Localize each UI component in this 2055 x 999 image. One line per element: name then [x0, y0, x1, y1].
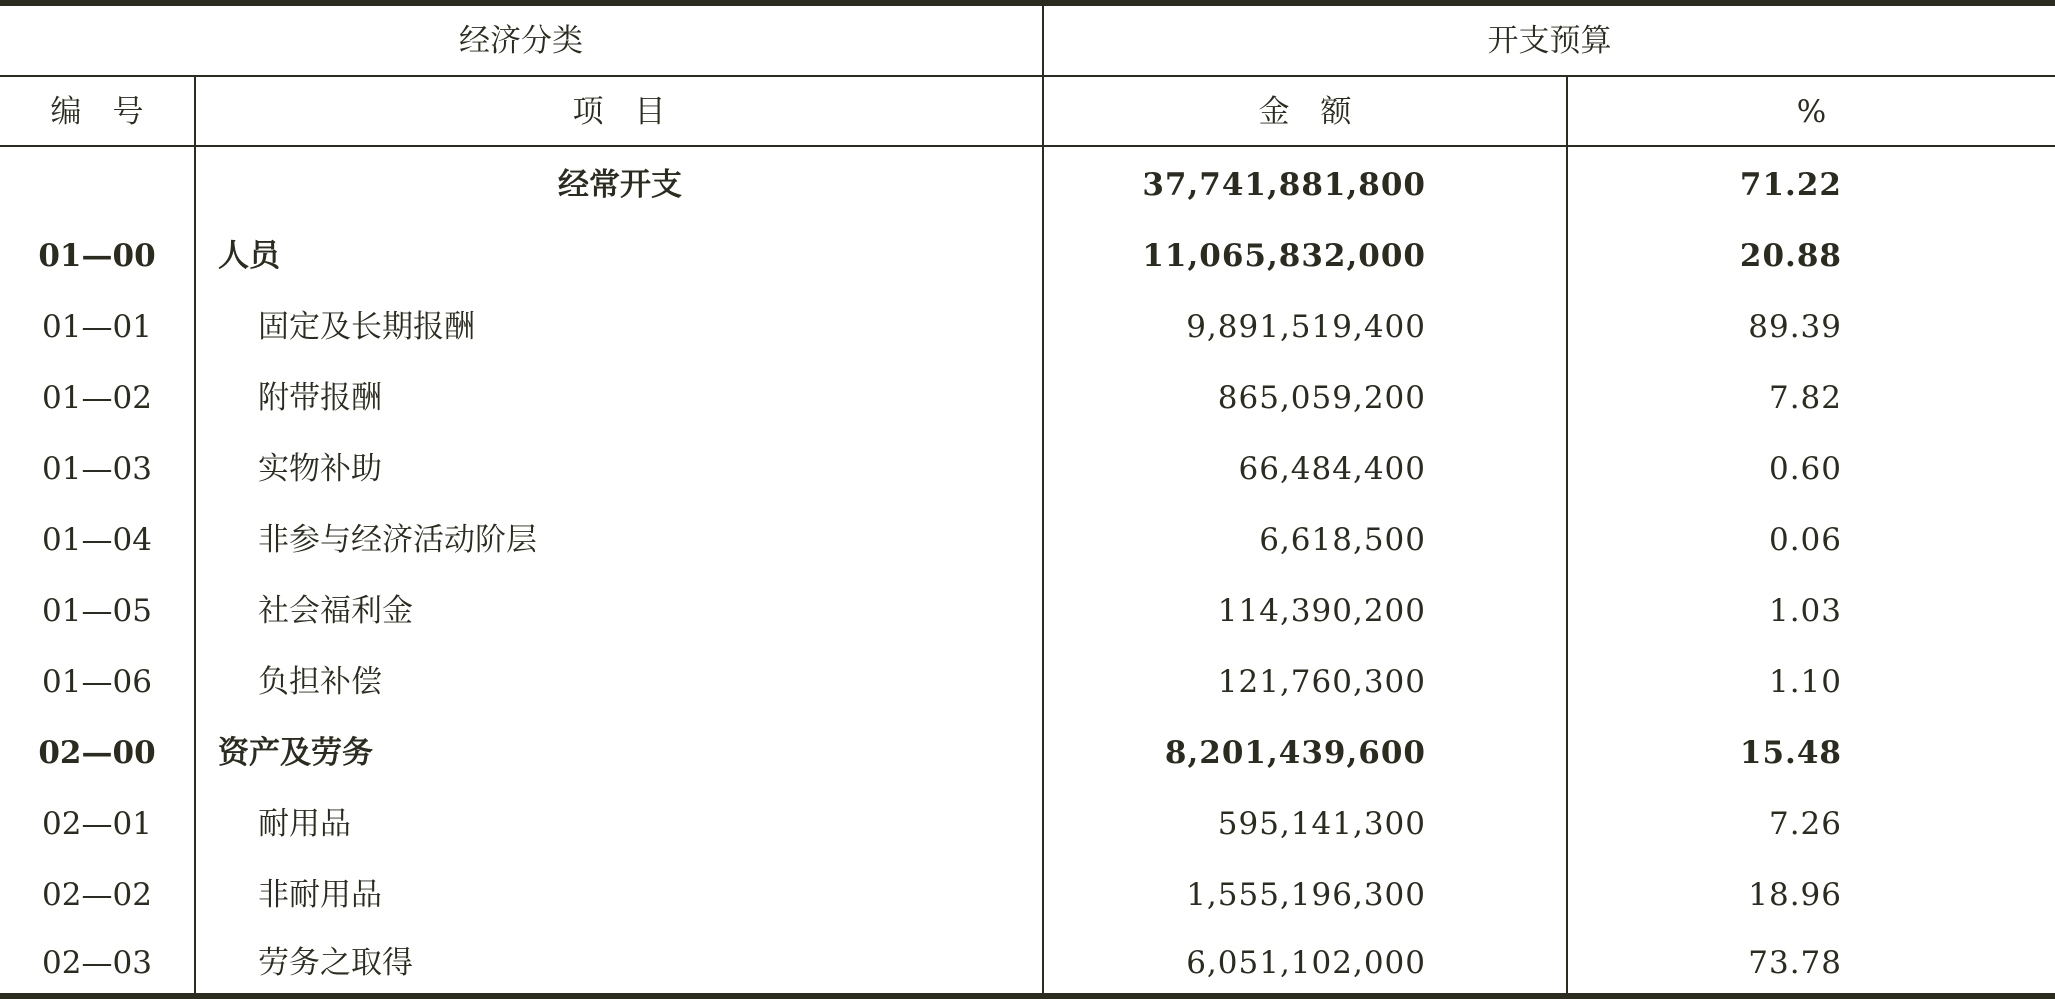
- row-percent: 7.26: [1768, 806, 1842, 842]
- row-percent: 7.82: [1768, 380, 1842, 416]
- row-amount: 6,051,102,000: [1186, 945, 1426, 981]
- row-amount: 6,618,500: [1259, 522, 1426, 558]
- row-amount: 66,484,400: [1238, 451, 1426, 487]
- header-percent: %: [1796, 94, 1827, 130]
- row-item: 社会福利金: [258, 593, 413, 629]
- row-code: 01—00: [38, 238, 156, 274]
- row-percent: 71.22: [1739, 167, 1842, 203]
- row-code: [0, 150, 194, 221]
- row-item: 经常开支: [558, 167, 682, 203]
- header-item: 项 目: [572, 94, 666, 130]
- row-percent: 1.03: [1768, 593, 1842, 629]
- table-row: [0, 647, 2055, 718]
- row-item: 资产及劳务: [218, 735, 373, 771]
- row-percent: 73.78: [1748, 945, 1842, 981]
- header-code: 编 号: [50, 94, 144, 130]
- row-amount: 9,891,519,400: [1186, 309, 1426, 345]
- row-code: 01—03: [42, 451, 152, 487]
- row-item: 非参与经济活动阶层: [258, 522, 537, 558]
- row-amount: 8,201,439,600: [1164, 735, 1426, 771]
- row-amount: 114,390,200: [1217, 593, 1426, 629]
- row-amount: 11,065,832,000: [1142, 238, 1426, 274]
- table-row: [0, 576, 2055, 647]
- header-expenditure-budget: 开支预算: [1487, 23, 1612, 59]
- row-item: 负担补偿: [258, 664, 382, 700]
- table-row: [0, 292, 2055, 363]
- row-percent: 18.96: [1748, 877, 1842, 913]
- row-percent: 15.48: [1739, 735, 1842, 771]
- table-row: [0, 860, 2055, 931]
- row-code: 01—02: [42, 380, 152, 416]
- table-row: [0, 363, 2055, 434]
- row-percent: 0.06: [1768, 522, 1842, 558]
- row-amount: 865,059,200: [1217, 380, 1426, 416]
- table-row: [0, 928, 2055, 999]
- row-percent: 1.10: [1768, 664, 1842, 700]
- row-item: 非耐用品: [258, 877, 382, 913]
- row-code: 01—06: [42, 664, 152, 700]
- row-item: 人员: [218, 238, 280, 274]
- row-code: 01—04: [42, 522, 152, 558]
- row-item: 附带报酬: [258, 380, 382, 416]
- header-economic-classification: 经济分类: [459, 23, 583, 59]
- row-code: 02—02: [42, 877, 152, 913]
- row-item: 劳务之取得: [258, 945, 413, 981]
- row-code: 02—00: [38, 735, 156, 771]
- table-row: [0, 718, 2055, 789]
- row-amount: 1,555,196,300: [1186, 877, 1426, 913]
- row-code: 01—01: [42, 309, 152, 345]
- table-row: [0, 150, 2055, 221]
- row-percent: 0.60: [1768, 451, 1842, 487]
- row-amount: 37,741,881,800: [1142, 167, 1426, 203]
- row-item: 固定及长期报酬: [258, 309, 475, 345]
- table-row: [0, 505, 2055, 576]
- table-row: [0, 221, 2055, 292]
- row-percent: 89.39: [1748, 309, 1842, 345]
- row-amount: 595,141,300: [1217, 806, 1426, 842]
- row-item: 耐用品: [258, 806, 351, 842]
- row-code: 01—05: [42, 593, 152, 629]
- table-row: [0, 434, 2055, 505]
- row-amount: 121,760,300: [1217, 664, 1426, 700]
- table-row: [0, 789, 2055, 860]
- row-item: 实物补助: [258, 451, 382, 487]
- header-amount: 金 额: [1258, 94, 1352, 130]
- row-code: 02—03: [42, 945, 152, 981]
- row-code: 02—01: [42, 806, 152, 842]
- row-percent: 20.88: [1739, 238, 1842, 274]
